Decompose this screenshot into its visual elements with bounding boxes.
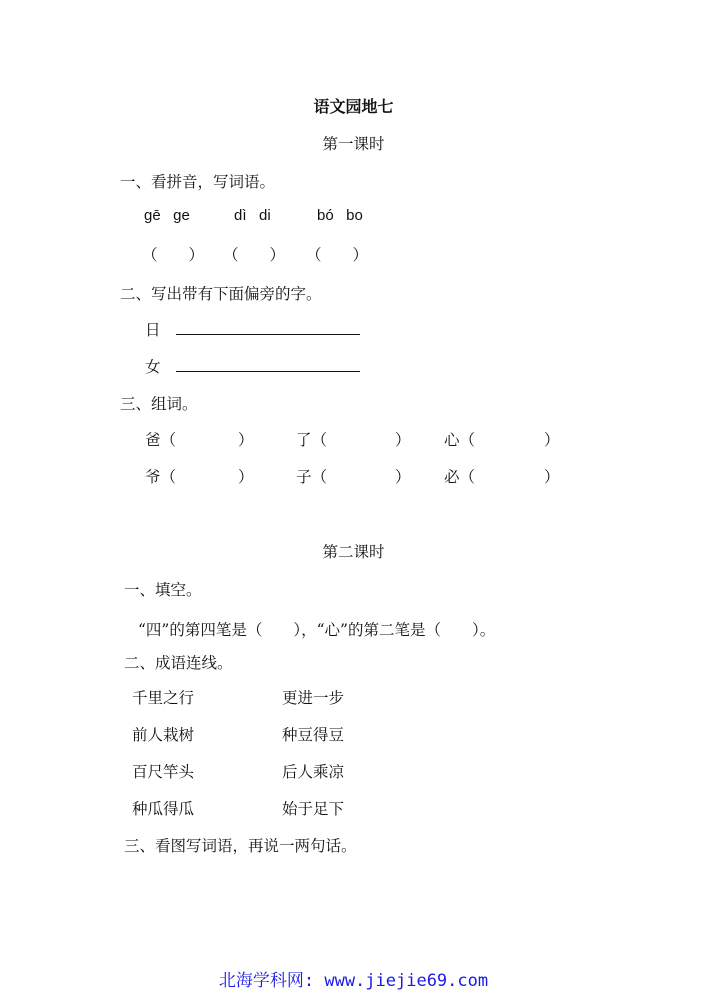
answer-blank-2[interactable]: （ ） bbox=[223, 246, 286, 264]
answer-blank-1[interactable]: （ ） bbox=[142, 246, 205, 264]
word-group-le-close: ） bbox=[395, 431, 411, 449]
write-line-nv[interactable] bbox=[176, 371, 360, 372]
l2-q1-prompt: 一、填空。 bbox=[124, 581, 202, 599]
l2-q3-prompt: 三、看图写词语，再说一两句话。 bbox=[124, 837, 357, 855]
answer-blank-3[interactable]: （ ） bbox=[306, 246, 369, 264]
l1-q2-prompt: 二、写出带有下面偏旁的字。 bbox=[120, 285, 322, 303]
footer-watermark: 北海学科网: www.jiejie69.com bbox=[218, 971, 489, 991]
word-group-bi-open: 必（ bbox=[444, 468, 476, 486]
radical-ri: 日 bbox=[145, 321, 161, 339]
pinyin-2: dì di bbox=[234, 207, 271, 224]
page-title: 语文园地七 bbox=[313, 97, 394, 116]
word-group-bi-close: ） bbox=[544, 468, 560, 486]
fill-blank-sentence: “四”的第四笔是（ ），“心”的第二笔是（ ）。 bbox=[138, 621, 496, 639]
idiom-left-3[interactable]: 百尺竿头 bbox=[132, 763, 195, 781]
idiom-left-4[interactable]: 种瓜得瓜 bbox=[132, 800, 195, 818]
l1-q3-prompt: 三、组词。 bbox=[120, 395, 198, 413]
word-group-xin-open: 心（ bbox=[444, 431, 476, 449]
word-group-ba-open: 爸（ bbox=[145, 431, 177, 449]
l2-q2-prompt: 二、成语连线。 bbox=[124, 654, 233, 672]
idiom-left-2[interactable]: 前人栽树 bbox=[132, 726, 195, 744]
word-group-zi-open: 子（ bbox=[296, 468, 328, 486]
word-group-ba-close: ） bbox=[238, 431, 254, 449]
l1-q1-prompt: 一、看拼音，写词语。 bbox=[120, 173, 276, 191]
lesson-2-heading: 第二课时 bbox=[322, 543, 385, 561]
radical-nv: 女 bbox=[145, 358, 161, 376]
write-line-ri[interactable] bbox=[176, 334, 360, 335]
word-group-ye-open: 爷（ bbox=[145, 468, 177, 486]
word-group-xin-close: ） bbox=[544, 431, 560, 449]
idiom-right-2[interactable]: 种豆得豆 bbox=[282, 726, 345, 744]
word-group-le-open: 了（ bbox=[296, 431, 328, 449]
word-group-ye-close: ） bbox=[238, 468, 254, 486]
pinyin-3: bó bo bbox=[317, 207, 363, 224]
idiom-left-1[interactable]: 千里之行 bbox=[132, 689, 195, 707]
idiom-right-1[interactable]: 更进一步 bbox=[282, 689, 345, 707]
idiom-right-4[interactable]: 始于足下 bbox=[282, 800, 345, 818]
word-group-zi-close: ） bbox=[395, 468, 411, 486]
pinyin-1: gē ge bbox=[144, 207, 190, 224]
lesson-1-heading: 第一课时 bbox=[322, 135, 385, 153]
idiom-right-3[interactable]: 后人乘凉 bbox=[282, 763, 345, 781]
